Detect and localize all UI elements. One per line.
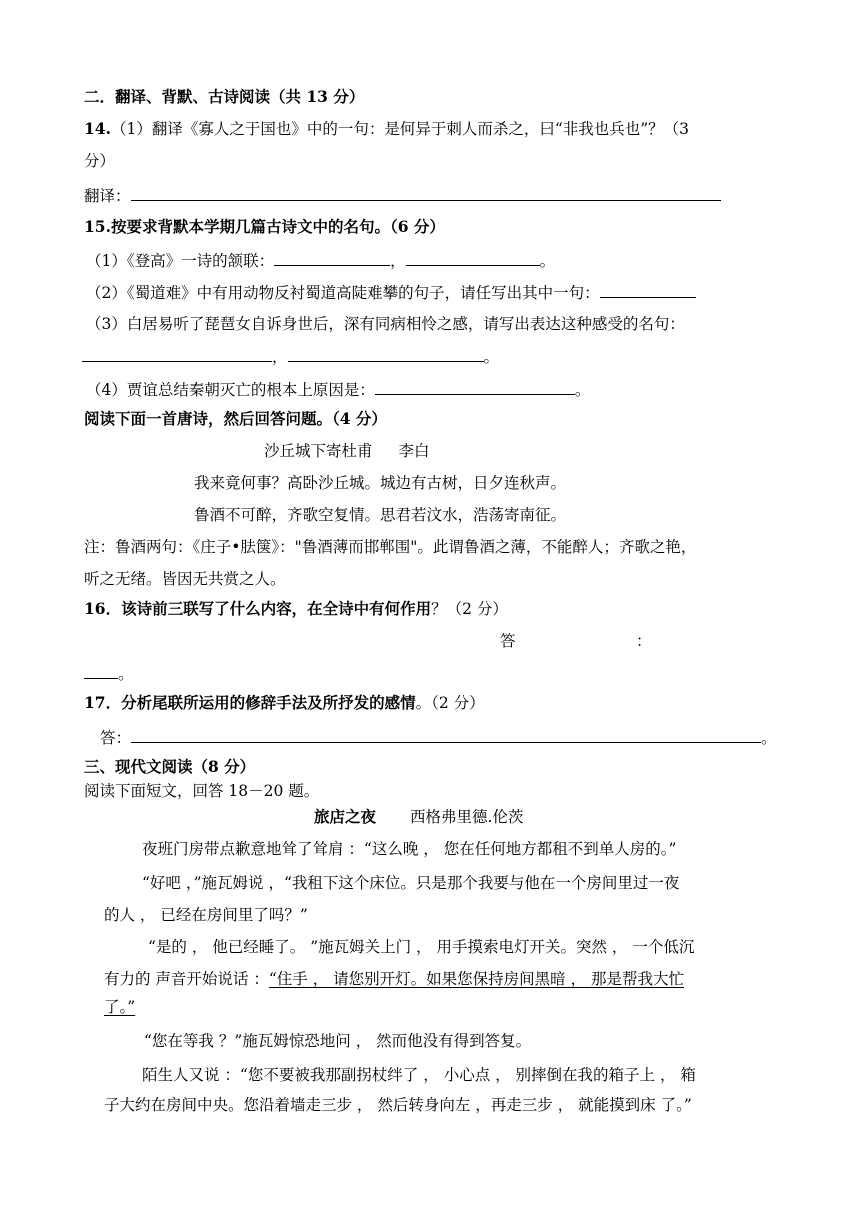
q17-text: 17．分析尾联所运用的修辞手法及所抒发的感情 <box>84 693 416 712</box>
q15-3-row: （3）白居易听了琵琶女自诉身世后，深有同病相怜之感，请写出表达这种感受的名句： <box>86 315 685 333</box>
q16-answer-tail <box>84 662 134 685</box>
poem-title: 沙丘城下寄杜甫 <box>264 442 373 460</box>
q14-line1 <box>84 118 689 140</box>
q15-2-row <box>86 281 696 304</box>
period: 。 <box>761 729 777 747</box>
paragraph-3-line-2 <box>104 968 684 990</box>
poem-author: 李白 <box>398 442 430 460</box>
q15-number: 15. <box>84 217 111 236</box>
story-author: 西格弗里德.伦茨 <box>410 808 524 826</box>
q15-1-blank-b[interactable] <box>406 249 540 266</box>
period: 。 <box>574 381 591 399</box>
period: 。 <box>118 665 134 683</box>
poem-intro: 阅读下面一首唐诗，然后回答问题。（4 分） <box>84 409 387 428</box>
q16-blank[interactable] <box>84 662 118 679</box>
paragraph-5-line-1: 陌生人又说 ：“您不要被我那副拐杖绊了 ， 小心点 ， 别摔倒在我的箱子上 ， 箱 <box>142 1066 696 1084</box>
paragraph-3-line-1: “是的 ， 他已经睡了。 ”施瓦姆关上门 ， 用手摸索电灯开关。突然 ， 一个低沉 <box>148 938 695 956</box>
q14-text: （1）翻译《寡人之于国也》中的一句：是何异于刺人而杀之，曰“非我也兵也”？（3 <box>110 120 690 138</box>
section2-title: 二．翻译、背默、古诗阅读（共 13 分） <box>84 87 365 106</box>
q17-blank[interactable] <box>131 726 761 743</box>
p3-plain: 有力的 声音开始说话 ： <box>104 970 269 988</box>
story-title: 旅店之夜 <box>314 807 377 826</box>
q15-1-blank-a[interactable] <box>274 249 390 266</box>
paragraph-5-line-2: 子大约在房间中央。您沿着墙走三步 ， 然后转身向左 ，再走三步 ， 就能摸到床 了。” <box>104 1096 692 1114</box>
q14-number: 14. <box>84 119 111 138</box>
q15-4-text: （4）贾谊总结秦朝灭亡的根本上原因是： <box>86 381 375 399</box>
q15-4-row <box>86 378 590 401</box>
paragraph-2-line-2: 的人 ， 已经在房间里了吗？” <box>104 906 308 924</box>
note-line-1: 注：鲁酒两句：《庄子•胠箧》："鲁酒薄而邯郸围"。此谓鲁酒之薄，不能醉人；齐歌之艳， <box>84 538 697 556</box>
paragraph-1: 夜班门房带点歉意地耸了耸肩 ：“这么晚 ， 您在任何地方都租不到单人房的。” <box>142 840 677 858</box>
q15-title: 按要求背默本学期几篇古诗文中的名句。（6 分） <box>110 217 445 236</box>
q15-4-blank[interactable] <box>375 378 575 395</box>
q15-3-blank-a[interactable] <box>82 345 272 362</box>
q17-score: 。（2 分） <box>415 694 485 712</box>
q16-score: ？（2 分） <box>431 600 508 618</box>
note-line-2: 听之无绪。皆因无共赏之人。 <box>84 570 286 588</box>
period: 。 <box>483 348 500 366</box>
q15-3-answer-row <box>82 345 499 368</box>
q17-row <box>84 692 485 714</box>
comma: ， <box>272 348 288 366</box>
section3-intro: 阅读下面短文，回答 18－20 题。 <box>84 782 320 800</box>
q15-1-text: （1）《登高》一诗的颔联： <box>86 252 275 270</box>
translate-answer-blank[interactable] <box>131 184 721 201</box>
q15-title-row <box>84 216 445 238</box>
period: 。 <box>539 252 556 270</box>
translate-label: 翻译： <box>84 187 131 205</box>
q16-answer-char: 答 <box>500 632 516 650</box>
section3-title: 三、现代文阅读（8 分） <box>84 757 256 776</box>
q16-row <box>84 598 508 620</box>
q15-1-row <box>86 249 555 272</box>
q15-2-text: （2）《蜀道难》中有用动物反衬蜀道高陡难攀的句子，请任写出其中一句： <box>86 284 600 302</box>
q16-text: 16．该诗前三联写了什么内容，在全诗中有何作用 <box>84 599 432 618</box>
q17-answer-row <box>100 726 777 749</box>
q15-3-blank-b[interactable] <box>288 345 484 362</box>
poem-line-2: 鲁酒不可醉，齐歌空复情。思君若汶水，浩荡寄南征。 <box>194 506 567 524</box>
answer-label: 答： <box>100 729 132 747</box>
q14-line2: 分） <box>84 152 116 170</box>
comma: ， <box>390 252 406 270</box>
q14-translate-row <box>84 184 721 207</box>
poem-heading <box>264 440 430 462</box>
paragraph-2-line-1: “好吧 ，”施瓦姆说 ，“我租下这个床位。只是那个我要与他在一个房间里过一夜 <box>142 874 680 892</box>
story-heading <box>314 806 523 828</box>
paragraph-3-line-3: 了。” <box>104 998 136 1016</box>
p3-underlined: “住手 ， 请您别开灯。如果您保持房间黑暗 ， 那是帮我大忙 <box>268 970 684 988</box>
poem-line-1: 我来竟何事？高卧沙丘城。城边有古树，日夕连秋声。 <box>194 474 567 492</box>
q15-2-blank[interactable] <box>600 281 696 298</box>
paragraph-4: “您在等我 ？”施瓦姆惊恐地问 ， 然而他没有得到答复。 <box>144 1032 532 1050</box>
q16-colon: ： <box>636 632 652 650</box>
